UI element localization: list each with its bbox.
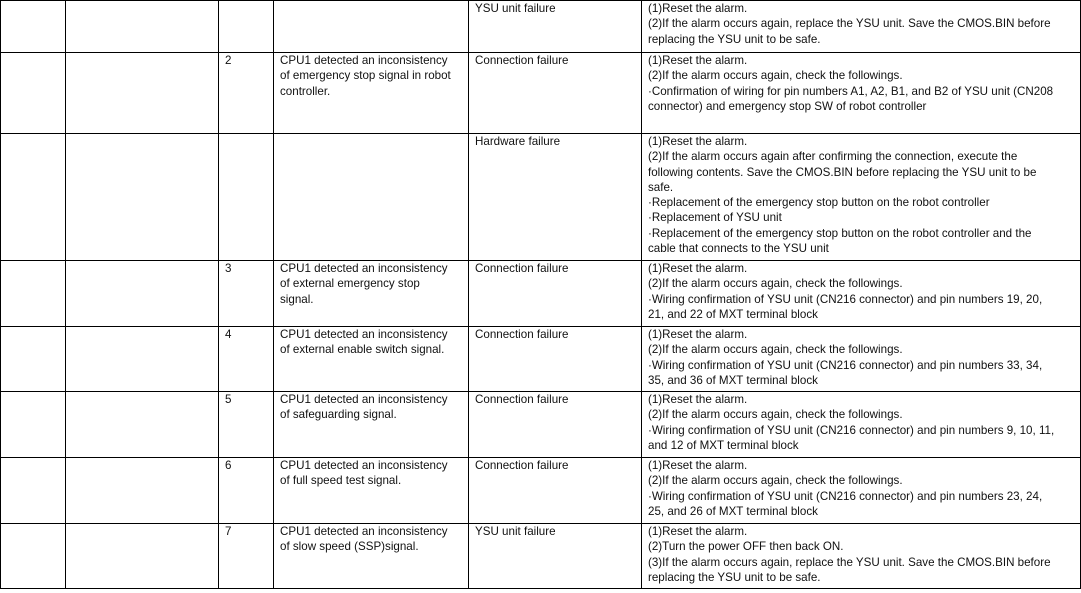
remedy-line: (1)Reset the alarm.: [648, 262, 748, 275]
remedy-line: ·Wiring confirmation of YSU unit (CN216 connector) and pin numbers 33, 34,: [648, 358, 1043, 372]
description-cell: [274, 327, 469, 392]
cause-text: YSU unit failure: [475, 525, 556, 538]
empty-cell-b: [66, 261, 219, 327]
description-cell: [274, 458, 469, 524]
remedy-line: (1)Reset the alarm.: [648, 393, 748, 406]
cause-cell: [469, 134, 642, 261]
remedy-line: ·Replacement of the emergency stop button on the robot controller: [648, 196, 990, 210]
empty-cell-a: [1, 134, 66, 261]
description-line: of safeguarding signal.: [280, 408, 397, 422]
alarm-number: 5: [225, 393, 232, 406]
remedy-line: (2)If the alarm occurs again, replace the YSU unit. Save the CMOS.BIN before: [648, 17, 1051, 31]
table-row: [1, 134, 1081, 261]
remedy-line: ·Confirmation of wiring for pin numbers A1, A2, B1, and B2 of YSU unit (CN208: [648, 84, 1054, 98]
remedy-line: ·Replacement of the emergency stop button on the robot controller and the: [648, 226, 1032, 240]
remedy-line: ·Wiring confirmation of YSU unit (CN216 connector) and pin numbers 9, 10, 11,: [648, 423, 1055, 437]
remedy-cell: [642, 53, 1081, 134]
empty-cell-a: [1, 261, 66, 327]
remedy-cell: [642, 134, 1081, 261]
description-line: CPU1 detected an inconsistency: [280, 262, 448, 275]
cause-cell: [469, 53, 642, 134]
remedy-line: (1)Reset the alarm.: [648, 135, 748, 148]
remedy-line: connector) and emergency stop SW of robot controller: [648, 99, 927, 113]
empty-cell-a: [1, 524, 66, 589]
remedy-line: ·Replacement of YSU unit: [648, 211, 782, 225]
table-row: [1, 327, 1081, 392]
cause-text: Connection failure: [475, 393, 569, 406]
description-line: of external emergency stop: [280, 277, 420, 291]
table-row: [1, 53, 1081, 134]
description-cell: [274, 1, 469, 53]
remedy-line: following contents. Save the CMOS.BIN before replacing the YSU unit to be: [648, 165, 1037, 179]
remedy-line: 25, and 26 of MXT terminal block: [648, 504, 818, 518]
remedy-cell: [642, 1, 1081, 53]
remedy-line: ·Wiring confirmation of YSU unit (CN216 connector) and pin numbers 19, 20,: [648, 292, 1043, 306]
alarm-number: 2: [225, 54, 232, 67]
description-cell: [274, 392, 469, 458]
description-cell: [274, 53, 469, 134]
cause-text: Connection failure: [475, 459, 569, 472]
alarm-number-cell: [219, 524, 274, 589]
description-line: CPU1 detected an inconsistency: [280, 328, 448, 341]
cause-text: Connection failure: [475, 328, 569, 341]
cause-cell: [469, 261, 642, 327]
table-row: [1, 524, 1081, 589]
cause-cell: [469, 327, 642, 392]
remedy-line: 21, and 22 of MXT terminal block: [648, 307, 818, 321]
cause-cell: [469, 1, 642, 53]
cause-text: Connection failure: [475, 262, 569, 275]
remedy-line: 35, and 36 of MXT terminal block: [648, 373, 818, 387]
description-line: CPU1 detected an inconsistency: [280, 393, 448, 406]
description-cell: [274, 261, 469, 327]
remedy-line: (1)Reset the alarm.: [648, 54, 748, 67]
remedy-line: replacing the YSU unit to be safe.: [648, 570, 821, 584]
table-row: [1, 458, 1081, 524]
alarm-number-cell: [219, 392, 274, 458]
empty-cell-a: [1, 53, 66, 134]
remedy-line: (2)If the alarm occurs again, check the followings.: [648, 277, 903, 291]
table-row: [1, 1, 1081, 53]
cause-cell: [469, 392, 642, 458]
cause-text: Hardware failure: [475, 135, 561, 148]
alarm-number-cell: [219, 327, 274, 392]
empty-cell-b: [66, 524, 219, 589]
empty-cell-b: [66, 53, 219, 134]
table-row: [1, 392, 1081, 458]
remedy-line: (2)If the alarm occurs again, check the followings.: [648, 69, 903, 83]
alarm-number-cell: [219, 261, 274, 327]
description-line: controller.: [280, 84, 331, 98]
alarm-number: 7: [225, 525, 232, 538]
description-line: of full speed test signal.: [280, 474, 402, 488]
remedy-line: cable that connects to the YSU unit: [648, 242, 829, 256]
remedy-line: (2)If the alarm occurs again after confirming the connection, execute the: [648, 150, 1018, 164]
description-line: CPU1 detected an inconsistency: [280, 525, 448, 538]
table-row: [1, 261, 1081, 327]
alarm-table-body: [1, 1, 1081, 589]
empty-cell-b: [66, 1, 219, 53]
remedy-line: replacing the YSU unit to be safe.: [648, 32, 821, 46]
remedy-line: (1)Reset the alarm.: [648, 328, 748, 341]
remedy-line: safe.: [648, 180, 674, 194]
remedy-line: (2)If the alarm occurs again, check the followings.: [648, 408, 903, 422]
description-line: CPU1 detected an inconsistency: [280, 54, 448, 67]
description-line: of external enable switch signal.: [280, 343, 445, 357]
empty-cell-b: [66, 134, 219, 261]
remedy-cell: [642, 392, 1081, 458]
cause-text: YSU unit failure: [475, 2, 556, 15]
remedy-cell: [642, 327, 1081, 392]
empty-cell-a: [1, 392, 66, 458]
description-line: of slow speed (SSP)signal.: [280, 540, 419, 554]
cause-text: Connection failure: [475, 54, 569, 67]
remedy-line: (1)Reset the alarm.: [648, 459, 748, 472]
remedy-line: (2)If the alarm occurs again, check the followings.: [648, 474, 903, 488]
alarm-number-cell: [219, 458, 274, 524]
description-cell: [274, 524, 469, 589]
remedy-line: ·Wiring confirmation of YSU unit (CN216 connector) and pin numbers 23, 24,: [648, 489, 1043, 503]
cause-cell: [469, 458, 642, 524]
remedy-cell: [642, 524, 1081, 589]
remedy-line: (1)Reset the alarm.: [648, 2, 748, 15]
empty-cell-a: [1, 1, 66, 53]
description-cell: [274, 134, 469, 261]
alarm-number: 6: [225, 459, 232, 472]
alarm-number: 4: [225, 328, 232, 341]
remedy-line: and 12 of MXT terminal block: [648, 438, 799, 452]
description-line: CPU1 detected an inconsistency: [280, 459, 448, 472]
remedy-cell: [642, 458, 1081, 524]
empty-cell-b: [66, 458, 219, 524]
alarm-number-cell: [219, 134, 274, 261]
description-line: of emergency stop signal in robot: [280, 69, 451, 83]
description-line: signal.: [280, 292, 314, 306]
alarm-number: 3: [225, 262, 232, 275]
remedy-cell: [642, 261, 1081, 327]
remedy-line: (3)If the alarm occurs again, replace the YSU unit. Save the CMOS.BIN before: [648, 555, 1051, 569]
alarm-number-cell: [219, 1, 274, 53]
remedy-line: (2)If the alarm occurs again, check the followings.: [648, 343, 903, 357]
empty-cell-b: [66, 327, 219, 392]
cause-cell: [469, 524, 642, 589]
remedy-line: (2)Turn the power OFF then back ON.: [648, 540, 844, 554]
alarm-number-cell: [219, 53, 274, 134]
empty-cell-a: [1, 458, 66, 524]
remedy-line: (1)Reset the alarm.: [648, 525, 748, 538]
empty-cell-a: [1, 327, 66, 392]
empty-cell-b: [66, 392, 219, 458]
